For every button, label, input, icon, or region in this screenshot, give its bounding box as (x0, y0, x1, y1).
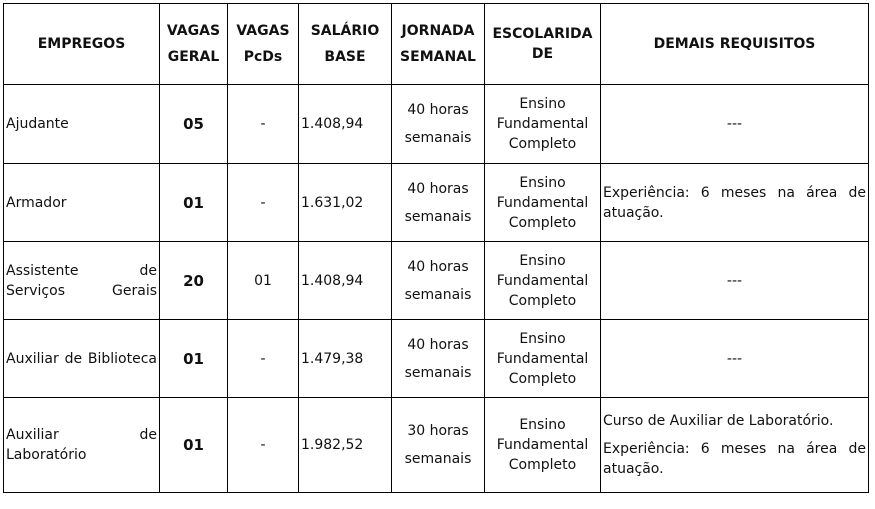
cell-requisitos: --- (601, 242, 869, 320)
table-row (4, 85, 869, 164)
cell-salario: 1.479,38 (299, 320, 392, 398)
cell-salario: 1.408,94 (299, 85, 392, 164)
header-escolaridade (485, 4, 601, 85)
cell-emprego: Auxiliar de Biblioteca (4, 320, 160, 398)
cell-escolaridade (485, 398, 601, 493)
cell-emprego: Assistente de Serviços Gerais (4, 242, 160, 320)
cell-vagas-geral: 01 (160, 398, 228, 493)
header-jornada-line1: JORNADA (401, 23, 475, 39)
jornada-hours: 40 horas (407, 180, 469, 197)
cell-escolaridade (485, 320, 601, 398)
header-escolaridade-line2: DE (531, 46, 554, 62)
cell-salario: 1.982,52 (299, 398, 392, 493)
cell-requisitos: --- (601, 320, 869, 398)
requisito-text: Experiência: 6 meses na área de atuação. (603, 184, 866, 221)
header-vagas-geral-line1: VAGAS (166, 23, 221, 39)
jornada-unit: semanais (404, 286, 472, 303)
cell-vagas-geral: 01 (160, 320, 228, 398)
escolaridade-line3: Completo (508, 214, 577, 231)
jornada-hours: 30 horas (407, 423, 469, 439)
cell-vagas-pcds: - (228, 398, 299, 493)
jornada-hours: 40 horas (407, 258, 469, 275)
header-salario-base (299, 4, 392, 85)
cell-escolaridade (485, 242, 601, 320)
jornada-unit: semanais (404, 364, 472, 381)
jornada-hours: 40 horas (407, 336, 469, 353)
escolaridade-line2: Fundamental (496, 437, 589, 453)
table-row (4, 398, 869, 493)
cell-escolaridade (485, 85, 601, 164)
cell-salario: 1.408,94 (299, 242, 392, 320)
header-salario-line1: SALÁRIO (310, 23, 380, 39)
header-demais-requisitos: DEMAIS REQUISITOS (601, 4, 869, 85)
cell-escolaridade (485, 164, 601, 242)
header-vagas-geral (160, 4, 228, 85)
job-openings-table (3, 3, 869, 493)
escolaridade-line3: Completo (508, 292, 577, 309)
table-header-row (4, 4, 869, 85)
cell-emprego: Ajudante (4, 85, 160, 164)
escolaridade-line2: Fundamental (496, 272, 589, 289)
escolaridade-line2: Fundamental (496, 350, 589, 367)
cell-requisitos (601, 164, 869, 242)
cell-vagas-pcds: - (228, 85, 299, 164)
escolaridade-line1: Ensino (519, 252, 566, 269)
jornada-unit: semanais (404, 130, 472, 146)
cell-emprego: Armador (4, 164, 160, 242)
table-row (4, 164, 869, 242)
cell-vagas-geral: 01 (160, 164, 228, 242)
cell-requisitos: --- (601, 85, 869, 164)
escolaridade-line1: Ensino (519, 417, 566, 433)
cell-jornada (392, 85, 485, 164)
cell-jornada (392, 164, 485, 242)
cell-salario: 1.631,02 (299, 164, 392, 242)
escolaridade-line1: Ensino (519, 96, 566, 112)
escolaridade-line1: Ensino (519, 174, 566, 191)
escolaridade-line1: Ensino (519, 330, 566, 347)
escolaridade-line3: Completo (508, 136, 577, 152)
requisito-text: Curso de Auxiliar de Laboratório. (603, 413, 834, 429)
cell-vagas-pcds: - (228, 164, 299, 242)
cell-vagas-geral: 05 (160, 85, 228, 164)
cell-requisitos (601, 398, 869, 493)
cell-jornada (392, 242, 485, 320)
jornada-unit: semanais (404, 451, 472, 467)
header-empregos: EMPREGOS (4, 4, 160, 85)
header-vagas-pcds-line1: VAGAS (236, 23, 290, 39)
header-vagas-pcds-line2: PcDs (243, 49, 283, 65)
requisito-text: Experiência: 6 meses na área de atuação. (603, 441, 866, 477)
escolaridade-line2: Fundamental (496, 116, 589, 132)
table-row (4, 320, 869, 398)
header-jornada-semanal (392, 4, 485, 85)
cell-emprego: Auxiliar de Laboratório (4, 398, 160, 493)
cell-jornada (392, 320, 485, 398)
cell-vagas-geral: 20 (160, 242, 228, 320)
header-vagas-geral-line2: GERAL (167, 49, 220, 65)
cell-vagas-pcds: - (228, 320, 299, 398)
jornada-unit: semanais (404, 208, 472, 225)
table-row (4, 242, 869, 320)
cell-jornada (392, 398, 485, 493)
escolaridade-line3: Completo (508, 457, 577, 473)
header-vagas-pcds (228, 4, 299, 85)
header-salario-line2: BASE (324, 49, 366, 65)
escolaridade-line3: Completo (508, 370, 577, 387)
jornada-hours: 40 horas (407, 102, 469, 118)
cell-vagas-pcds: 01 (228, 242, 299, 320)
requisito-spacer (603, 431, 866, 439)
header-jornada-line2: SEMANAL (400, 49, 476, 65)
escolaridade-line2: Fundamental (496, 194, 589, 211)
header-escolaridade-line1: ESCOLARIDA (492, 26, 593, 42)
